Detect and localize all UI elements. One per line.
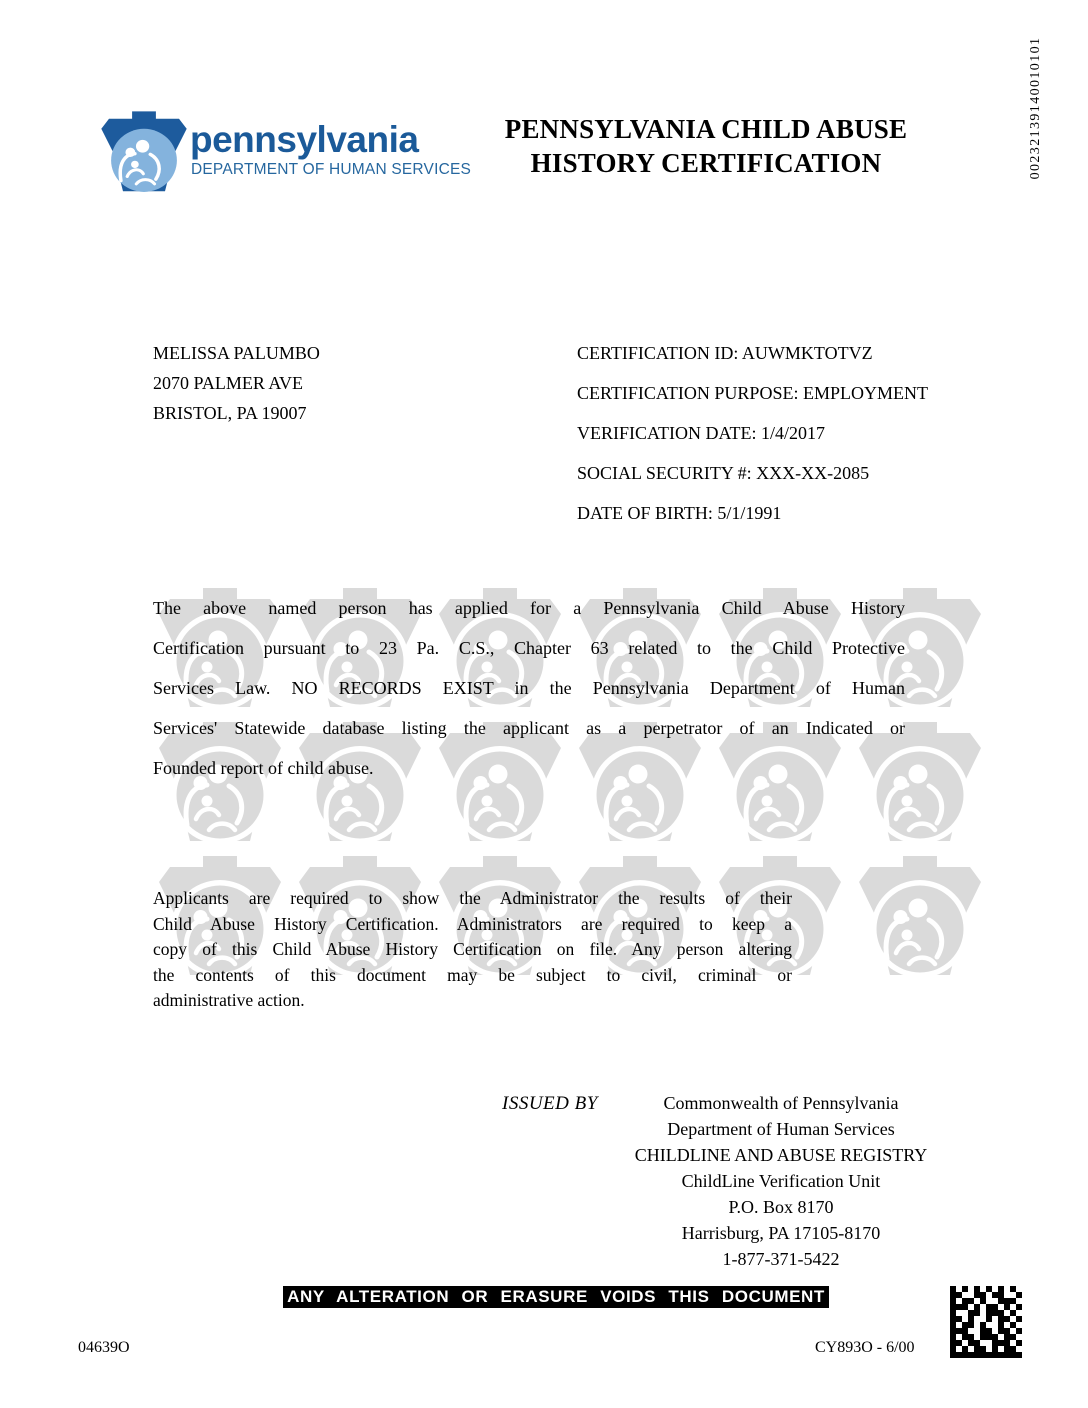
- alteration-warning-banner: ANY ALTERATION OR ERASURE VOIDS THIS DOCUMENT: [283, 1286, 829, 1308]
- document-control-number: 00232139140010101: [1028, 36, 1043, 180]
- logo-wordmark: pennsylvania: [190, 119, 419, 160]
- pa-dhs-logo: [95, 110, 485, 205]
- issuer-line: Department of Human Services: [667, 1119, 895, 1139]
- barcode-module: [1016, 1352, 1022, 1358]
- keystone-logo-icon: [95, 110, 193, 200]
- result-paragraph: [153, 588, 905, 788]
- page-title-line1: PENNSYLVANIA CHILD ABUSE: [504, 114, 908, 144]
- instructions-paragraph-line: administrative action.: [153, 990, 305, 1011]
- form-number-left: 04639O: [78, 1339, 130, 1356]
- certification-purpose: CERTIFICATION PURPOSE: EMPLOYMENT: [577, 383, 928, 403]
- result-paragraph-line: The above named person has applied for a Pennsylvania Child Abuse History: [153, 598, 905, 618]
- issued-by-label: ISSUED BY: [502, 1093, 598, 1114]
- result-paragraph-line: Certification pursuant to 23 Pa. C.S., Chapter 63 related to the Child Protective: [153, 638, 905, 658]
- instructions-paragraph-line: copy of this Child Abuse History Certification on file. Any person altering: [153, 939, 792, 960]
- data-matrix-barcode: [950, 1286, 1022, 1358]
- issuer-line: ChildLine Verification Unit: [681, 1171, 881, 1191]
- issuer-address-block: [605, 1090, 957, 1272]
- issuer-line: Harrisburg, PA 17105-8170: [681, 1223, 881, 1243]
- recipient-address-line2: BRISTOL, PA 19007: [153, 403, 307, 423]
- result-paragraph-line: Services Law. NO RECORDS EXIST in the Pennsylvania Department of Human: [153, 678, 905, 698]
- page-title: [476, 112, 936, 180]
- instructions-paragraph: [153, 886, 792, 1014]
- result-paragraph-line: Services' Statewide database listing the applicant as a perpetrator of an Indicated or: [153, 718, 905, 738]
- instructions-paragraph-line: the contents of this document may be subject to civil, criminal or: [153, 964, 792, 985]
- issuer-line: CHILDLINE AND ABUSE REGISTRY: [634, 1145, 928, 1165]
- logo-tagline: DEPARTMENT OF HUMAN SERVICES: [191, 161, 472, 178]
- social-security-number: SOCIAL SECURITY #: XXX-XX-2085: [577, 463, 870, 483]
- certification-details: [577, 333, 928, 533]
- result-paragraph-line: Founded report of child abuse.: [153, 758, 374, 778]
- issuer-line: 1-877-371-5422: [722, 1249, 840, 1269]
- instructions-paragraph-line: Child Abuse History Certification. Administrators are required to keep a: [153, 913, 792, 934]
- verification-date: VERIFICATION DATE: 1/4/2017: [577, 423, 825, 443]
- recipient-address-block: [153, 338, 320, 428]
- form-number-right: CY893O - 6/00: [815, 1339, 915, 1356]
- certification-id: CERTIFICATION ID: AUWMKTOTVZ: [577, 343, 873, 363]
- date-of-birth: DATE OF BIRTH: 5/1/1991: [577, 503, 782, 523]
- instructions-paragraph-line: Applicants are required to show the Administrator the results of their: [153, 888, 792, 908]
- recipient-address-line1: 2070 PALMER AVE: [153, 373, 304, 393]
- page-title-line2: HISTORY CERTIFICATION: [530, 148, 882, 178]
- issuer-line: Commonwealth of Pennsylvania: [663, 1093, 899, 1113]
- recipient-name: MELISSA PALUMBO: [153, 343, 320, 363]
- issuer-line: P.O. Box 8170: [728, 1197, 834, 1217]
